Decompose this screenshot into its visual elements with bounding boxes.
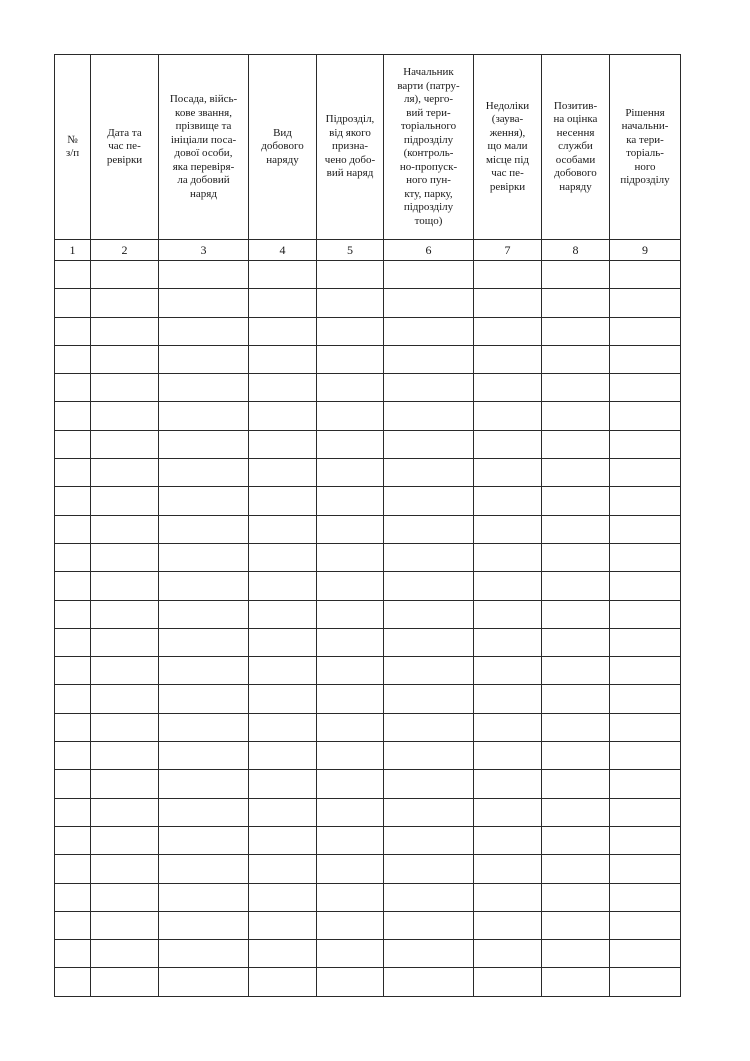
table-cell [610, 770, 681, 798]
table-cell [91, 911, 159, 939]
table-cell [542, 798, 610, 826]
table-cell [474, 713, 542, 741]
header-cell-decision: Рішення начальни- ка тери- торіаль- ного підрозділу [610, 55, 681, 240]
column-number-cell: 9 [610, 240, 681, 261]
table-cell [249, 657, 317, 685]
table-cell [610, 968, 681, 996]
table-cell [91, 261, 159, 289]
table-cell [317, 968, 384, 996]
column-number-cell: 2 [91, 240, 159, 261]
table-cell [249, 289, 317, 317]
table-row [55, 826, 681, 854]
table-cell [474, 855, 542, 883]
table-cell [317, 657, 384, 685]
table-cell [542, 459, 610, 487]
table-cell [542, 402, 610, 430]
table-cell [55, 543, 91, 571]
header-cell-shortcomings: Недоліки (заува- ження), що мали місце під час пе- ревірки [474, 55, 542, 240]
table-cell [610, 911, 681, 939]
table-cell [159, 742, 249, 770]
table-cell [384, 685, 474, 713]
table-cell [610, 430, 681, 458]
table-row [55, 600, 681, 628]
table-cell [91, 826, 159, 854]
table-cell [384, 543, 474, 571]
table-row [55, 261, 681, 289]
table-cell [610, 317, 681, 345]
table-cell [474, 968, 542, 996]
table-cell [610, 487, 681, 515]
table-row [55, 798, 681, 826]
table-cell [384, 515, 474, 543]
table-cell [249, 713, 317, 741]
table-cell [474, 798, 542, 826]
table-row [55, 543, 681, 571]
table-cell [384, 289, 474, 317]
table-cell [384, 600, 474, 628]
table-cell [474, 543, 542, 571]
table-cell [542, 770, 610, 798]
table-cell [542, 572, 610, 600]
table-cell [317, 374, 384, 402]
table-cell [474, 572, 542, 600]
table-cell [610, 459, 681, 487]
table-cell [55, 713, 91, 741]
table-cell [384, 657, 474, 685]
table-cell [317, 685, 384, 713]
table-cell [384, 855, 474, 883]
table-cell [542, 261, 610, 289]
table-cell [91, 628, 159, 656]
table-cell [384, 770, 474, 798]
table-cell [474, 402, 542, 430]
table-row [55, 770, 681, 798]
table-cell [542, 600, 610, 628]
header-row [55, 55, 681, 240]
table-cell [384, 968, 474, 996]
column-number-cell: 5 [317, 240, 384, 261]
table-row [55, 968, 681, 996]
table-cell [542, 713, 610, 741]
table-cell [55, 487, 91, 515]
table-cell [317, 770, 384, 798]
table-cell [91, 515, 159, 543]
table-cell [55, 968, 91, 996]
table-cell [159, 826, 249, 854]
table-cell [91, 543, 159, 571]
table-cell [610, 543, 681, 571]
table-cell [55, 628, 91, 656]
table-cell [474, 289, 542, 317]
table-cell [542, 855, 610, 883]
table-row [55, 713, 681, 741]
table-cell [249, 911, 317, 939]
header-cell-chief-of-guard: Начальник варти (патру- ля), черго- вий тери- торіального підрозділу (контроль- но-пропуск- ного пун- кту, парку, підрозділу тощо) [384, 55, 474, 240]
table-cell [317, 459, 384, 487]
table-cell [474, 657, 542, 685]
table-cell [610, 657, 681, 685]
table-cell [474, 374, 542, 402]
table-cell [159, 430, 249, 458]
table-cell [542, 968, 610, 996]
table-cell [91, 572, 159, 600]
table-cell [610, 374, 681, 402]
table-cell [159, 713, 249, 741]
table-cell [91, 317, 159, 345]
table-cell [91, 742, 159, 770]
table-cell [474, 600, 542, 628]
table-cell [542, 742, 610, 770]
table-cell [249, 798, 317, 826]
inspection-journal-table [54, 54, 681, 997]
table-cell [55, 798, 91, 826]
table-cell [542, 374, 610, 402]
table-cell [249, 430, 317, 458]
table-cell [91, 883, 159, 911]
table-cell [91, 798, 159, 826]
table-cell [91, 657, 159, 685]
table-cell [542, 487, 610, 515]
table-cell [55, 940, 91, 968]
table-cell [542, 345, 610, 373]
table-row [55, 572, 681, 600]
table-cell [384, 345, 474, 373]
table-cell [317, 430, 384, 458]
table-cell [474, 685, 542, 713]
table-cell [384, 713, 474, 741]
table-row [55, 345, 681, 373]
table-cell [91, 770, 159, 798]
table-cell [249, 317, 317, 345]
table-cell [610, 628, 681, 656]
table-cell [55, 826, 91, 854]
table-cell [91, 459, 159, 487]
table-cell [249, 968, 317, 996]
table-cell [610, 883, 681, 911]
column-number-row [55, 240, 681, 261]
table-cell [317, 543, 384, 571]
table-cell [474, 770, 542, 798]
table-cell [317, 628, 384, 656]
table-row [55, 515, 681, 543]
table-cell [159, 572, 249, 600]
table-cell [317, 742, 384, 770]
table-cell [474, 345, 542, 373]
table-cell [317, 345, 384, 373]
table-cell [55, 742, 91, 770]
table-cell [91, 968, 159, 996]
header-cell-positive-assessment: Позитив- на оцінка несення служби особами добового наряду [542, 55, 610, 240]
table-cell [159, 317, 249, 345]
table-cell [91, 374, 159, 402]
table-cell [317, 402, 384, 430]
table-cell [610, 742, 681, 770]
table-cell [91, 402, 159, 430]
table-row [55, 685, 681, 713]
table-cell [159, 600, 249, 628]
table-cell [159, 345, 249, 373]
table-cell [91, 713, 159, 741]
table-cell [474, 317, 542, 345]
table-cell [55, 515, 91, 543]
table-cell [474, 742, 542, 770]
table-cell [384, 628, 474, 656]
table-cell [159, 685, 249, 713]
table-cell [384, 402, 474, 430]
table-cell [55, 402, 91, 430]
table-row [55, 317, 681, 345]
table-row [55, 459, 681, 487]
table-cell [317, 883, 384, 911]
table-cell [474, 515, 542, 543]
table-cell [474, 459, 542, 487]
table-row [55, 742, 681, 770]
table-cell [610, 685, 681, 713]
table-cell [159, 628, 249, 656]
table-cell [249, 883, 317, 911]
table-cell [317, 515, 384, 543]
table-cell [55, 345, 91, 373]
column-number-cell: 4 [249, 240, 317, 261]
header-cell-duty-type: Вид добового наряду [249, 55, 317, 240]
table-cell [542, 883, 610, 911]
table-row [55, 402, 681, 430]
table-cell [384, 940, 474, 968]
table-cell [542, 657, 610, 685]
table-row [55, 374, 681, 402]
table-cell [159, 374, 249, 402]
column-number-cell: 1 [55, 240, 91, 261]
table-cell [317, 572, 384, 600]
table-row [55, 289, 681, 317]
table-cell [610, 855, 681, 883]
table-cell [55, 261, 91, 289]
table-cell [317, 940, 384, 968]
table-cell [55, 289, 91, 317]
table-cell [384, 572, 474, 600]
column-number-cell: 6 [384, 240, 474, 261]
table-cell [542, 826, 610, 854]
table-cell [159, 770, 249, 798]
table-cell [317, 826, 384, 854]
table-cell [384, 430, 474, 458]
table-row [55, 657, 681, 685]
table-cell [249, 940, 317, 968]
table-cell [55, 317, 91, 345]
table-cell [474, 883, 542, 911]
table-cell [317, 317, 384, 345]
table-cell [610, 713, 681, 741]
table-cell [249, 515, 317, 543]
table-cell [159, 968, 249, 996]
table-cell [542, 515, 610, 543]
column-number-cell: 3 [159, 240, 249, 261]
table-cell [159, 657, 249, 685]
table-cell [55, 855, 91, 883]
table-cell [249, 742, 317, 770]
table-cell [317, 289, 384, 317]
table-cell [159, 289, 249, 317]
table-cell [384, 826, 474, 854]
table-cell [249, 402, 317, 430]
table-cell [159, 261, 249, 289]
table-cell [249, 261, 317, 289]
table-cell [159, 543, 249, 571]
table-row [55, 911, 681, 939]
table-cell [474, 826, 542, 854]
table-cell [610, 572, 681, 600]
table-cell [384, 374, 474, 402]
table-cell [610, 798, 681, 826]
table-cell [542, 911, 610, 939]
table-cell [159, 459, 249, 487]
table-row [55, 883, 681, 911]
table-cell [249, 628, 317, 656]
table-cell [542, 430, 610, 458]
table-cell [159, 487, 249, 515]
table-cell [249, 600, 317, 628]
table-cell [249, 855, 317, 883]
column-number-cell: 8 [542, 240, 610, 261]
table-cell [474, 430, 542, 458]
table-cell [474, 911, 542, 939]
table-cell [384, 742, 474, 770]
table-cell [317, 261, 384, 289]
table-cell [249, 459, 317, 487]
table-cell [55, 883, 91, 911]
table-row [55, 430, 681, 458]
table-cell [249, 572, 317, 600]
table-cell [91, 685, 159, 713]
table-cell [610, 515, 681, 543]
table-cell [542, 685, 610, 713]
table-cell [55, 430, 91, 458]
table-cell [91, 345, 159, 373]
table-cell [542, 628, 610, 656]
table-cell [474, 628, 542, 656]
table-cell [317, 713, 384, 741]
table-cell [384, 487, 474, 515]
table-cell [55, 770, 91, 798]
table-cell [384, 459, 474, 487]
table-cell [249, 345, 317, 373]
table-cell [159, 911, 249, 939]
table-cell [91, 289, 159, 317]
table-cell [159, 855, 249, 883]
table-row [55, 855, 681, 883]
table-cell [55, 459, 91, 487]
table-cell [610, 289, 681, 317]
table-row [55, 628, 681, 656]
header-cell-unit: Підрозділ, від якого призна- чено добо- вий наряд [317, 55, 384, 240]
table-cell [55, 657, 91, 685]
table-cell [317, 600, 384, 628]
table-cell [91, 600, 159, 628]
table-cell [474, 487, 542, 515]
table-cell [55, 600, 91, 628]
table-cell [610, 345, 681, 373]
table-cell [384, 883, 474, 911]
table-cell [317, 911, 384, 939]
table-cell [384, 317, 474, 345]
table-cell [317, 855, 384, 883]
table-cell [159, 940, 249, 968]
table-cell [249, 770, 317, 798]
table-cell [55, 685, 91, 713]
table-cell [474, 940, 542, 968]
table-cell [249, 543, 317, 571]
table-row [55, 487, 681, 515]
table-cell [542, 940, 610, 968]
table-cell [610, 826, 681, 854]
table-cell [542, 317, 610, 345]
table-cell [91, 855, 159, 883]
table-row [55, 940, 681, 968]
table-cell [159, 798, 249, 826]
table-cell [384, 798, 474, 826]
table-cell [542, 543, 610, 571]
table-cell [55, 911, 91, 939]
table-cell [317, 487, 384, 515]
table-cell [542, 289, 610, 317]
table-cell [384, 261, 474, 289]
table-cell [55, 572, 91, 600]
table-cell [249, 487, 317, 515]
table-cell [384, 911, 474, 939]
table-cell [159, 515, 249, 543]
header-cell-inspector: Посада, війсь- кове звання, прізвище та ініціали поса- дової особи, яка перевіря- ла добовий наряд [159, 55, 249, 240]
table-cell [91, 430, 159, 458]
table-cell [55, 374, 91, 402]
table-cell [249, 685, 317, 713]
table-cell [91, 487, 159, 515]
table-cell [610, 940, 681, 968]
table-cell [474, 261, 542, 289]
header-cell-number: № з/п [55, 55, 91, 240]
header-cell-date-time: Дата та час пе- ревірки [91, 55, 159, 240]
table-cell [610, 261, 681, 289]
table-cell [91, 940, 159, 968]
table-cell [317, 798, 384, 826]
table-cell [610, 402, 681, 430]
table-cell [249, 374, 317, 402]
table-cell [159, 883, 249, 911]
table-cell [610, 600, 681, 628]
table-cell [159, 402, 249, 430]
column-number-cell: 7 [474, 240, 542, 261]
table-cell [249, 826, 317, 854]
